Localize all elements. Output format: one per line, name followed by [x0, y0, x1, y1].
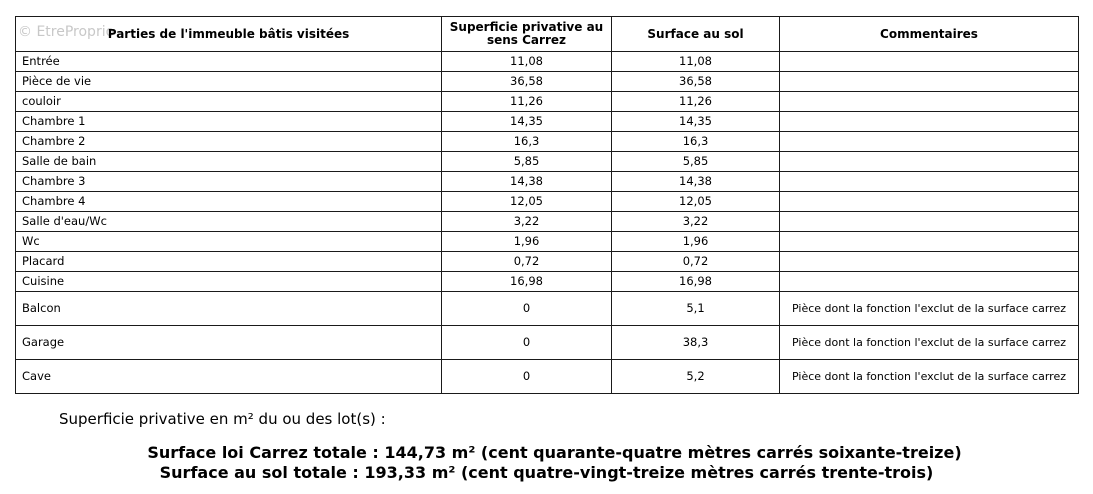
cell-part: Entrée: [16, 52, 442, 72]
cell-part: Cave: [16, 360, 442, 394]
table-header-row: [16, 17, 1079, 52]
cell-carrez: 36,58: [442, 72, 612, 92]
table-row: [16, 152, 1079, 172]
cell-comment: Pièce dont la fonction l'exclut de la surface carrez: [780, 292, 1079, 326]
table-row: [16, 112, 1079, 132]
table-row: [16, 192, 1079, 212]
cell-comment: Pièce dont la fonction l'exclut de la surface carrez: [780, 360, 1079, 394]
cell-sol: 36,58: [612, 72, 780, 92]
table-row: [16, 292, 1079, 326]
cell-comment: [780, 252, 1079, 272]
table-row: [16, 72, 1079, 92]
table-row: [16, 252, 1079, 272]
cell-sol: 11,26: [612, 92, 780, 112]
cell-part: Wc: [16, 232, 442, 252]
cell-part: Placard: [16, 252, 442, 272]
cell-carrez: 14,35: [442, 112, 612, 132]
table-row: [16, 52, 1079, 72]
table-body: [16, 52, 1079, 394]
table-row: [16, 326, 1079, 360]
cell-comment: [780, 72, 1079, 92]
cell-comment: [780, 52, 1079, 72]
cell-carrez: 14,38: [442, 172, 612, 192]
table-row: [16, 132, 1079, 152]
cell-sol: 3,22: [612, 212, 780, 232]
cell-sol: 11,08: [612, 52, 780, 72]
cell-part: Salle d'eau/Wc: [16, 212, 442, 232]
surface-table: [15, 16, 1079, 394]
cell-carrez: 11,08: [442, 52, 612, 72]
cell-comment: [780, 212, 1079, 232]
cell-part: Chambre 2: [16, 132, 442, 152]
cell-sol: 5,2: [612, 360, 780, 394]
total-carrez: Surface loi Carrez totale : 144,73 m² (cent quarante-quatre mètres carrés soixante-treize): [147, 443, 962, 462]
cell-part: Cuisine: [16, 272, 442, 292]
cell-comment: [780, 152, 1079, 172]
cell-part: Chambre 1: [16, 112, 442, 132]
cell-sol: 0,72: [612, 252, 780, 272]
cell-carrez: 0: [442, 326, 612, 360]
cell-part: couloir: [16, 92, 442, 112]
cell-carrez: 1,96: [442, 232, 612, 252]
cell-sol: 14,35: [612, 112, 780, 132]
cell-part: Chambre 4: [16, 192, 442, 212]
header-sol: Surface au sol: [612, 17, 780, 52]
cell-part: Pièce de vie: [16, 72, 442, 92]
surface-table-container: [15, 16, 1078, 394]
cell-carrez: 0: [442, 360, 612, 394]
cell-comment: [780, 272, 1079, 292]
cell-comment: [780, 132, 1079, 152]
cell-carrez: 11,26: [442, 92, 612, 112]
header-part: Parties de l'immeuble bâtis visitées: [16, 17, 442, 52]
cell-comment: [780, 172, 1079, 192]
cell-carrez: 0,72: [442, 252, 612, 272]
cell-comment: Pièce dont la fonction l'exclut de la surface carrez: [780, 326, 1079, 360]
header-carrez: Superficie privative au sens Carrez: [442, 17, 612, 52]
cell-sol: 14,38: [612, 172, 780, 192]
table-row: [16, 212, 1079, 232]
table-row: [16, 360, 1079, 394]
cell-comment: [780, 232, 1079, 252]
summary-label: Superficie privative en m² du ou des lot(s) :: [59, 410, 386, 428]
cell-sol: 5,1: [612, 292, 780, 326]
cell-part: Balcon: [16, 292, 442, 326]
cell-part: Chambre 3: [16, 172, 442, 192]
cell-carrez: 16,98: [442, 272, 612, 292]
cell-sol: 12,05: [612, 192, 780, 212]
cell-sol: 16,98: [612, 272, 780, 292]
cell-comment: [780, 92, 1079, 112]
cell-sol: 5,85: [612, 152, 780, 172]
cell-carrez: 5,85: [442, 152, 612, 172]
cell-sol: 1,96: [612, 232, 780, 252]
cell-carrez: 12,05: [442, 192, 612, 212]
cell-carrez: 0: [442, 292, 612, 326]
watermark-logo: © EtreProprio: [18, 24, 115, 40]
cell-part: Salle de bain: [16, 152, 442, 172]
table-row: [16, 232, 1079, 252]
cell-carrez: 16,3: [442, 132, 612, 152]
cell-comment: [780, 112, 1079, 132]
cell-comment: [780, 192, 1079, 212]
cell-carrez: 3,22: [442, 212, 612, 232]
header-comment: Commentaires: [780, 17, 1079, 52]
table-row: [16, 172, 1079, 192]
total-sol: Surface au sol totale : 193,33 m² (cent quatre-vingt-treize mètres carrés trente-trois): [159, 463, 934, 482]
table-row: [16, 272, 1079, 292]
cell-part: Garage: [16, 326, 442, 360]
cell-sol: 38,3: [612, 326, 780, 360]
table-row: [16, 92, 1079, 112]
cell-sol: 16,3: [612, 132, 780, 152]
